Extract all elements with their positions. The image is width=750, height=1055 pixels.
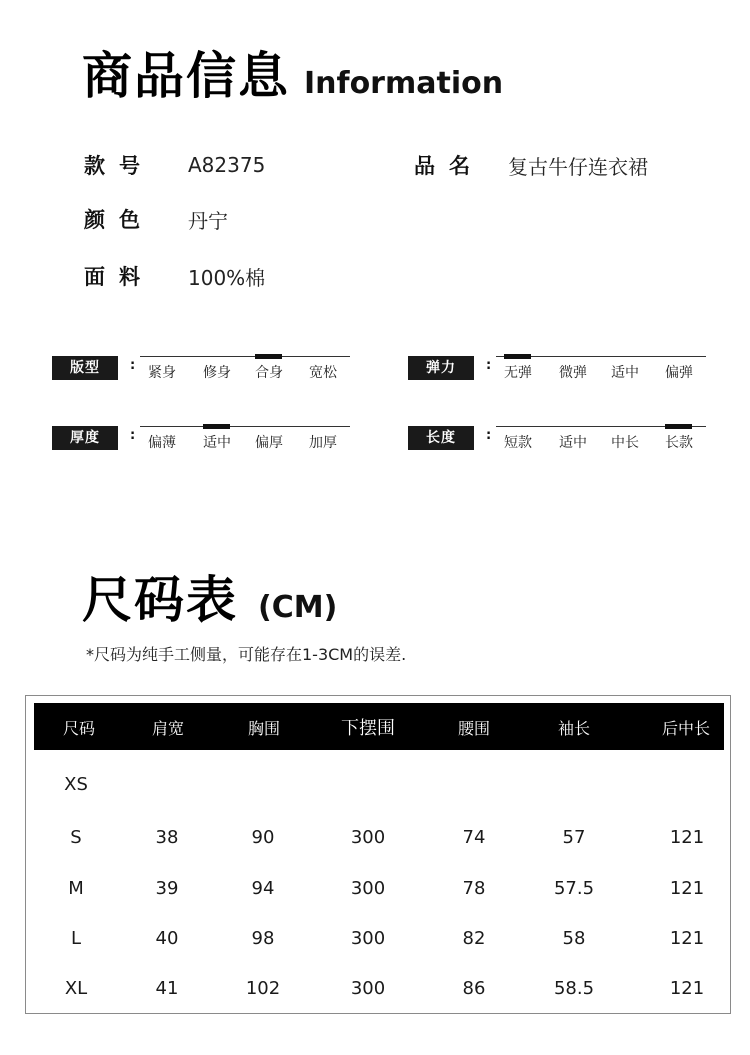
table-row <box>26 878 732 908</box>
attr-option: 微弹 <box>559 365 587 381</box>
field-label: 面料 <box>84 265 154 289</box>
field-fabric <box>84 261 265 291</box>
info-title-en: Information <box>304 66 504 101</box>
table-cell: 41 <box>155 978 179 999</box>
attr-colon: : <box>486 358 492 373</box>
table-cell: 39 <box>155 878 179 899</box>
table-cell: 57 <box>562 827 586 848</box>
attr-option: 短款 <box>504 435 532 451</box>
attr-option: 加厚 <box>309 435 337 451</box>
attr-option: 中长 <box>611 435 639 451</box>
field-value: 复古牛仔连衣裙 <box>508 154 648 179</box>
table-cell: 121 <box>669 928 705 949</box>
field-style-number <box>84 150 265 180</box>
size-cell: M <box>68 878 84 899</box>
table-cell: 300 <box>350 878 386 899</box>
field-value: 100%棉 <box>188 265 266 290</box>
header-cell: 尺码 <box>62 719 95 738</box>
table-cell: 300 <box>350 928 386 949</box>
attr-option: 宽松 <box>309 365 337 381</box>
attr-scale-line <box>140 356 350 357</box>
measurement-note: *尺码为纯手工侧量，可能存在1-3CM的误差. <box>86 645 407 664</box>
attr-option: 长款 <box>665 435 693 451</box>
header-cell: 下摆围 <box>341 718 395 739</box>
attr-fit <box>52 356 350 380</box>
size-title-en: (CM) <box>258 590 338 625</box>
attr-option: 适中 <box>611 365 639 381</box>
info-title-cn: 商品信息 <box>82 47 290 105</box>
table-cell: 300 <box>350 827 386 848</box>
attr-tag: 版型 <box>52 356 118 380</box>
info-section-title <box>82 36 503 108</box>
table-cell: 102 <box>245 978 281 999</box>
attr-selected-marker <box>504 354 531 359</box>
header-cell: 后中长 <box>661 719 710 738</box>
attr-colon: : <box>130 428 136 443</box>
attr-tag: 弹力 <box>408 356 474 380</box>
attr-colon: : <box>130 358 136 373</box>
table-cell: 78 <box>462 878 486 899</box>
table-cell: 98 <box>251 928 275 949</box>
table-cell: 58 <box>562 928 586 949</box>
table-cell: 90 <box>251 827 275 848</box>
attr-selected-marker <box>255 354 282 359</box>
size-cell: XS <box>64 774 88 795</box>
field-label: 颜色 <box>84 208 154 232</box>
header-cell: 肩宽 <box>151 719 184 738</box>
attr-colon: : <box>486 428 492 443</box>
size-section-title <box>82 560 337 632</box>
field-color <box>84 204 228 234</box>
attr-option: 偏弹 <box>665 365 693 381</box>
size-table-header <box>34 703 724 750</box>
field-value: 丹宁 <box>188 208 228 233</box>
attr-selected-marker <box>203 424 230 429</box>
size-table <box>25 695 731 1014</box>
table-row <box>26 978 732 1008</box>
field-value: A82375 <box>188 153 266 177</box>
table-cell: 121 <box>669 827 705 848</box>
attr-elasticity <box>408 356 706 380</box>
table-cell: 121 <box>669 978 705 999</box>
field-product-name <box>414 150 648 180</box>
attr-tag: 厚度 <box>52 426 118 450</box>
table-cell: 57.5 <box>553 878 595 899</box>
field-label: 款号 <box>84 154 154 178</box>
attr-option: 无弹 <box>504 365 532 381</box>
table-cell: 38 <box>155 827 179 848</box>
table-cell: 94 <box>251 878 275 899</box>
table-cell: 86 <box>462 978 486 999</box>
attr-thickness <box>52 426 350 450</box>
table-cell: 58.5 <box>553 978 595 999</box>
attr-option: 合身 <box>255 365 283 381</box>
table-cell: 300 <box>350 978 386 999</box>
attr-option: 适中 <box>203 435 231 451</box>
header-cell: 袖长 <box>557 719 590 738</box>
field-label: 品名 <box>414 154 484 178</box>
size-cell: L <box>70 928 82 949</box>
table-cell: 74 <box>462 827 486 848</box>
attr-option: 偏薄 <box>148 435 176 451</box>
attr-option: 偏厚 <box>255 435 283 451</box>
size-cell: XL <box>64 978 88 999</box>
header-cell: 腰围 <box>457 719 490 738</box>
table-cell: 121 <box>669 878 705 899</box>
table-cell: 40 <box>155 928 179 949</box>
table-row <box>26 928 732 958</box>
table-row <box>26 774 732 804</box>
attr-scale-line <box>140 426 350 427</box>
attr-selected-marker <box>665 424 692 429</box>
attr-option: 修身 <box>203 365 231 381</box>
table-cell: 82 <box>462 928 486 949</box>
table-row <box>26 827 732 857</box>
attr-option: 紧身 <box>148 365 176 381</box>
size-cell: S <box>70 827 82 848</box>
attr-option: 适中 <box>559 435 587 451</box>
size-title-cn: 尺码表 <box>82 571 238 629</box>
attr-tag: 长度 <box>408 426 474 450</box>
header-cell: 胸围 <box>247 719 280 738</box>
attr-length <box>408 426 706 450</box>
